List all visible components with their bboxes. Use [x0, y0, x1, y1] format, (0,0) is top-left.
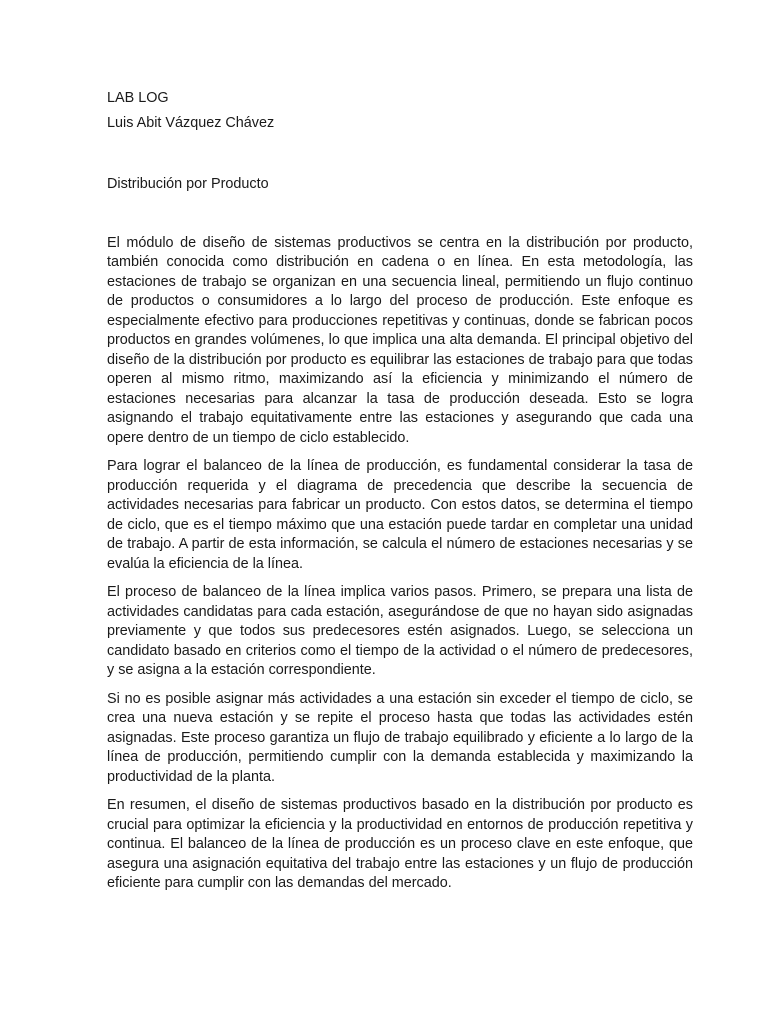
- document-label: LAB LOG: [107, 90, 169, 106]
- paragraph: El proceso de balanceo de la línea implica varios pasos. Primero, se prepara una lista de actividades candidatas para cada estación, asegurándose de que no hayan sido asignadas previamente y que todos sus predecesores estén asignados. Luego, se selecciona un candidato basado en criterios como el tiempo de la actividad o el número de predecesores, y se asigna a la estación correspondiente.: [107, 584, 693, 678]
- paragraph: Si no es posible asignar más actividades a una estación sin exceder el tiempo de ciclo, se crea una nueva estación y se repite el proceso hasta que todas las actividades estén asignadas. Este proceso garantiza un flujo de trabajo equilibrado y eficiente a lo largo de la línea de producción, permitiendo cumplir con la demanda establecida y maximizando la productividad de la planta.: [107, 690, 693, 785]
- paragraph: En resumen, el diseño de sistemas productivos basado en la distribución por producto es crucial para optimizar la eficiencia y la productividad en entornos de producción repetitiva y continua. El balanceo de la línea de producción es un proceso clave en este enfoque, que asegura una asignación equitativa del trabajo entre las estaciones y un flujo de producción eficiente para cumplir con las demandas del mercado.: [107, 797, 693, 891]
- body-text: [107, 234, 693, 894]
- author-name: Luis Abit Vázquez Chávez: [107, 114, 275, 131]
- section-title: Distribución por Producto: [107, 176, 269, 192]
- paragraph: Para lograr el balanceo de la línea de producción, es fundamental considerar la tasa de producción requerida y el diagrama de precedencia que describe la secuencia de actividades necesarias para fabricar un producto. Con estos datos, se determina el tiempo de ciclo, que es el tiempo máximo que una estación puede tardar en completar una unidad de trabajo. A partir de esta información, se calcula el número de estaciones necesarias y se evalúa la eficiencia de la línea.: [107, 458, 693, 572]
- paragraph: El módulo de diseño de sistemas productivos se centra en la distribución por producto, también conocida como distribución en cadena o en línea. En esta metodología, las estaciones de trabajo se organizan en una secuencia lineal, permitiendo un flujo continuo de productos o consumidores a lo largo del proceso de producción. Este enfoque es especialmente efectivo para producciones repetitivas y continuas, donde se fabrican pocos productos en grandes volúmenes, lo que implica una alta demanda. El principal objetivo del diseño de la distribución por producto es equilibrar las estaciones de trabajo para que todas operen al mismo ritmo, maximizando así la eficiencia y minimizando el número de estaciones necesarias para alcanzar la tasa de producción deseada. Esto se logra asignando el trabajo equitativamente entre las estaciones y asegurando que cada una opere dentro de un tiempo de ciclo establecido.: [107, 234, 693, 446]
